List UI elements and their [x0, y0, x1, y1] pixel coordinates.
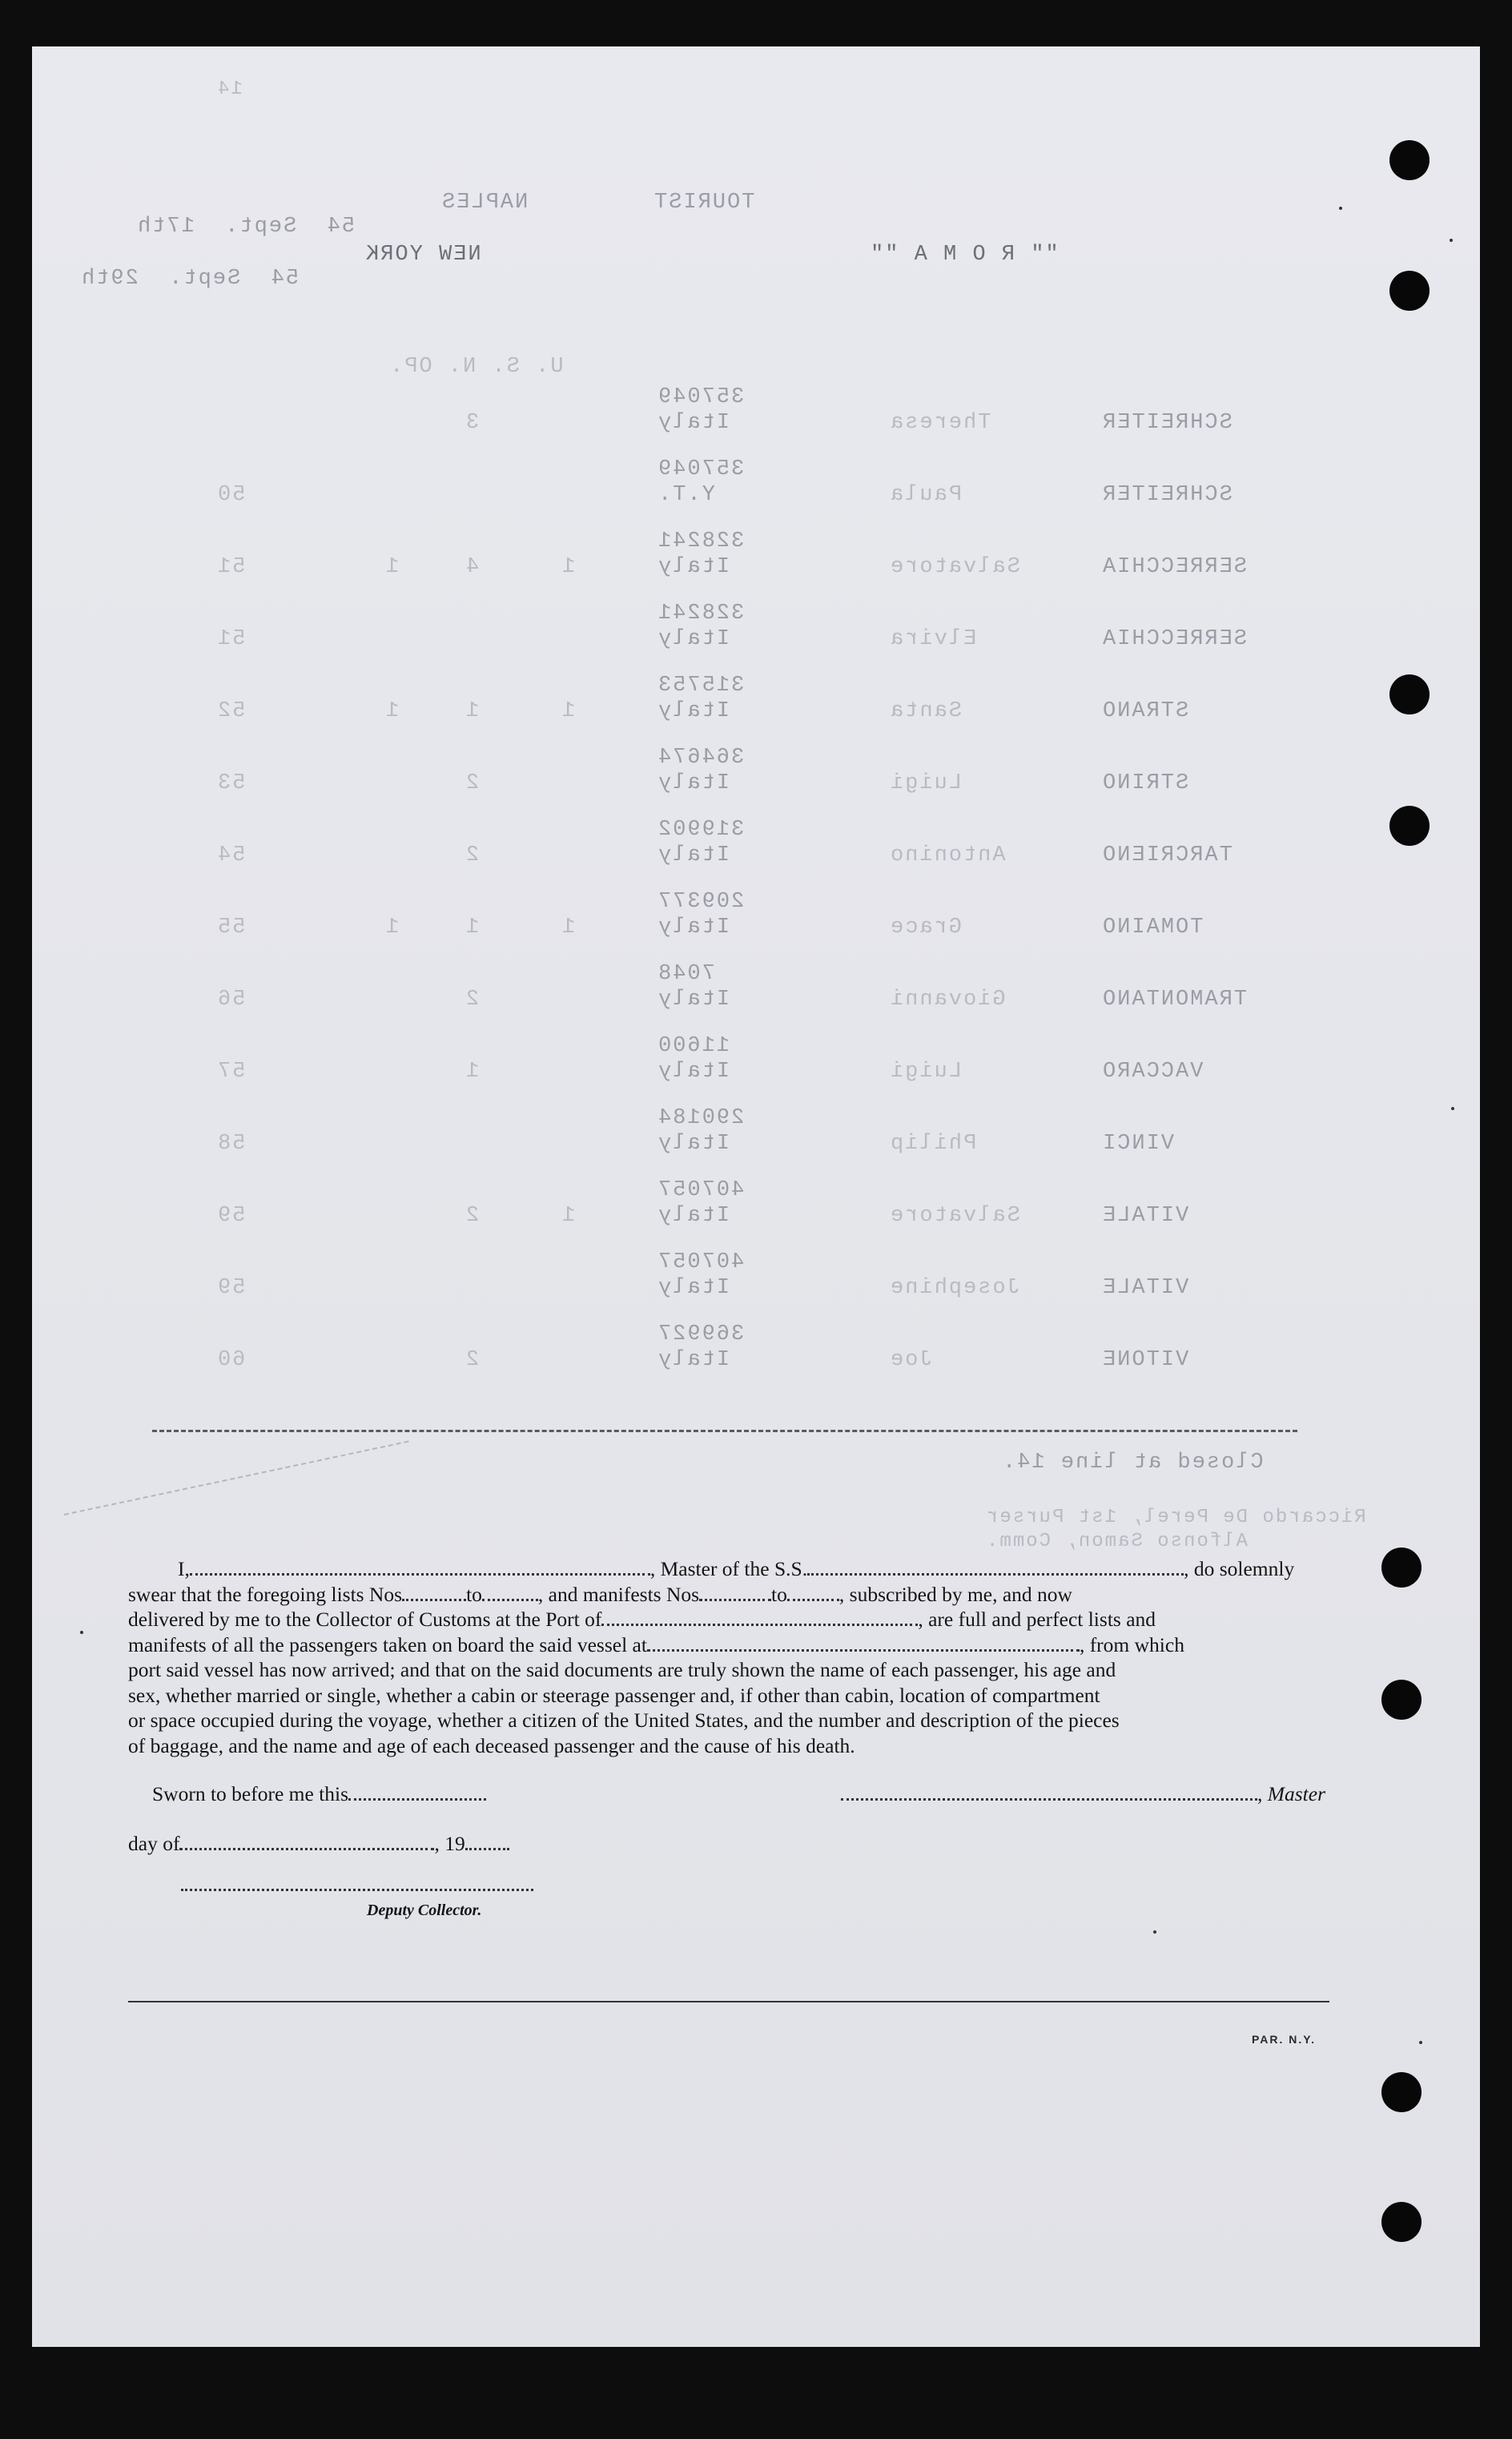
- passenger-surname: STRANO: [1101, 699, 1189, 723]
- passenger-given: Santa: [889, 699, 963, 723]
- passenger-num: 56: [216, 988, 246, 1012]
- binder-hole: [1381, 2072, 1422, 2112]
- passenger-given: Theresa: [889, 411, 991, 435]
- passenger-given: Luigi: [889, 1060, 963, 1084]
- passenger-mark: 1: [384, 916, 400, 940]
- passenger-given: Giovanni: [889, 988, 1006, 1012]
- speck: [1450, 239, 1453, 242]
- list-end-rule: [152, 1430, 1297, 1432]
- passenger-id: 209377: [657, 890, 745, 914]
- passenger-mark: 1: [384, 555, 400, 579]
- passenger-num: 59: [216, 1204, 246, 1228]
- passenger-surname: VITONE: [1101, 1348, 1189, 1372]
- passenger-nat: Italy: [657, 771, 730, 795]
- passenger-id: 328241: [657, 602, 745, 626]
- passenger-id: 364674: [657, 746, 745, 770]
- passenger-mark: 2: [464, 843, 480, 867]
- passenger-num: 60: [216, 1348, 246, 1372]
- passenger-surname: SCHREITER: [1101, 411, 1233, 435]
- master-signature-line: , Master: [841, 1782, 1325, 1806]
- passenger-nat: Italy: [657, 555, 730, 579]
- passenger-nat: Italy: [657, 627, 730, 651]
- arrival-date: 54 Sept. 29th: [80, 267, 300, 291]
- passenger-mark: 2: [464, 988, 480, 1012]
- passenger-mark: 2: [464, 1348, 480, 1372]
- passenger-id: 319902: [657, 818, 745, 842]
- speck: [1419, 2041, 1422, 2044]
- passenger-mark: 1: [464, 916, 480, 940]
- deputy-signature-line: [181, 1873, 533, 1897]
- purser-note-2: Alfonso Samon, Comm.: [985, 1531, 1249, 1552]
- passenger-mark: 1: [561, 916, 576, 940]
- passenger-id: 315753: [657, 674, 745, 698]
- speck: [80, 1631, 83, 1634]
- passenger-surname: SERRECCHIA: [1101, 555, 1248, 579]
- speck: [1153, 1930, 1156, 1934]
- passenger-class: TOURIST: [653, 191, 755, 215]
- footer-rule: [128, 2001, 1329, 2002]
- passenger-given: Josephine: [889, 1276, 1020, 1300]
- passenger-num: 53: [216, 771, 246, 795]
- passenger-num: 51: [216, 627, 246, 651]
- binder-hole: [1381, 1548, 1422, 1588]
- passenger-mark: 3: [464, 411, 480, 435]
- binder-hole: [1389, 806, 1430, 846]
- passenger-num: 58: [216, 1132, 246, 1156]
- passenger-id: 407057: [657, 1250, 745, 1274]
- passenger-id: 357049: [657, 385, 745, 409]
- passenger-given: Salvatore: [889, 1204, 1020, 1228]
- passenger-nat: Italy: [657, 1204, 730, 1228]
- passenger-mark: 1: [464, 699, 480, 723]
- passenger-num: 50: [216, 483, 246, 507]
- passenger-surname: SERRECCHIA: [1101, 627, 1248, 651]
- oath-text: I, , Master of the S.S. , do solemnly swear that the foregoing lists Nos to , and manifests Nos to , subscribed by me, and now delivered by me to the Collector of Customs at the Port of , are full and perfect lists and manifests of all the passengers taken on board the said vessel at , from which port said vessel has now arrived; and that on the said documents are truly shown the name of each passenger, his age and sex, whether married or single, whether a cabin or steerage passenger and, if other than cabin, location of compartment or space occupied during the voyage, whether a citizen of the United States, and the number and description of the pieces of baggage, and the name and age of each deceased passenger and the cause of his death.: [128, 1557, 1295, 1757]
- passenger-mark: 2: [464, 771, 480, 795]
- departure-port: NAPLES: [440, 191, 529, 215]
- passenger-given: Grace: [889, 916, 963, 940]
- diagonal-stroke: [64, 1441, 409, 1515]
- passenger-given: Salvatore: [889, 555, 1020, 579]
- passenger-given: Elvira: [889, 627, 977, 651]
- passenger-surname: VITALE: [1101, 1276, 1189, 1300]
- passenger-surname: VITALE: [1101, 1204, 1189, 1228]
- passenger-num: 59: [216, 1276, 246, 1300]
- deputy-collector-label: Deputy Collector.: [367, 1902, 482, 1919]
- passenger-surname: VINCI: [1101, 1132, 1175, 1156]
- passenger-nat: Italy: [657, 916, 730, 940]
- passenger-nat: Italy: [657, 1348, 730, 1372]
- passenger-nat: Italy: [657, 843, 730, 867]
- passenger-mark: 1: [561, 1204, 576, 1228]
- departure-date: 54 Sept. 17th: [136, 215, 356, 239]
- passenger-mark: 2: [464, 1204, 480, 1228]
- passenger-mark: 4: [464, 555, 480, 579]
- passenger-given: Joe: [889, 1348, 933, 1372]
- binder-hole: [1389, 140, 1430, 180]
- passenger-given: Antonino: [889, 843, 1006, 867]
- binder-hole: [1389, 271, 1430, 311]
- binder-hole: [1381, 1680, 1422, 1720]
- ship-name: "" R O M A "": [869, 243, 1059, 267]
- passenger-id: 357049: [657, 457, 745, 481]
- purser-note-1: Riccardo De Perel, 1st Purser: [985, 1507, 1366, 1528]
- footer-code: PAR. N.Y.: [1252, 2033, 1316, 2046]
- speck: [1451, 1107, 1454, 1110]
- passenger-nat: Italy: [657, 699, 730, 723]
- passenger-id: 369927: [657, 1322, 745, 1346]
- binder-hole: [1389, 674, 1430, 714]
- passenger-nat: Italy: [657, 1276, 730, 1300]
- passenger-surname: STRINO: [1101, 771, 1189, 795]
- passenger-mark: 1: [561, 555, 576, 579]
- arrival-port: NEW YORK: [364, 243, 481, 267]
- passenger-nat: Italy: [657, 1132, 730, 1156]
- passenger-given: Paula: [889, 483, 963, 507]
- passenger-given: Luigi: [889, 771, 963, 795]
- passenger-nat: Italy: [657, 988, 730, 1012]
- passenger-num: 54: [216, 843, 246, 867]
- day-of-line: day of , 19: [128, 1832, 509, 1856]
- passenger-surname: TRAMONTANO: [1101, 988, 1248, 1012]
- passenger-nat: Italy: [657, 411, 730, 435]
- passenger-mark: 1: [464, 1060, 480, 1084]
- page-number: 14: [216, 78, 243, 100]
- passenger-nat: Y.T.: [657, 483, 715, 507]
- passenger-mark: 1: [561, 699, 576, 723]
- passenger-num: 52: [216, 699, 246, 723]
- passenger-id: 7048: [657, 962, 715, 986]
- passenger-surname: TARCRIENO: [1101, 843, 1233, 867]
- speck: [1339, 207, 1342, 210]
- passenger-mark: 1: [384, 699, 400, 723]
- passenger-id: 11600: [657, 1034, 730, 1058]
- passenger-surname: VACCARO: [1101, 1060, 1204, 1084]
- closing-note: Closed at line 14.: [1001, 1451, 1264, 1475]
- passenger-surname: SCHREITER: [1101, 483, 1233, 507]
- passenger-id: 290184: [657, 1106, 745, 1130]
- passenger-num: 51: [216, 555, 246, 579]
- passenger-nat: Italy: [657, 1060, 730, 1084]
- passenger-id: 407057: [657, 1178, 745, 1202]
- passenger-num: 55: [216, 916, 246, 940]
- passenger-num: 57: [216, 1060, 246, 1084]
- binder-hole: [1381, 2202, 1422, 2242]
- passenger-id: 328241: [657, 529, 745, 553]
- sworn-line: Sworn to before me this: [152, 1782, 486, 1806]
- passenger-surname: TOMAINO: [1101, 916, 1204, 940]
- passenger-given: Philip: [889, 1132, 977, 1156]
- ship-code: U. S. N. OP.: [388, 355, 564, 379]
